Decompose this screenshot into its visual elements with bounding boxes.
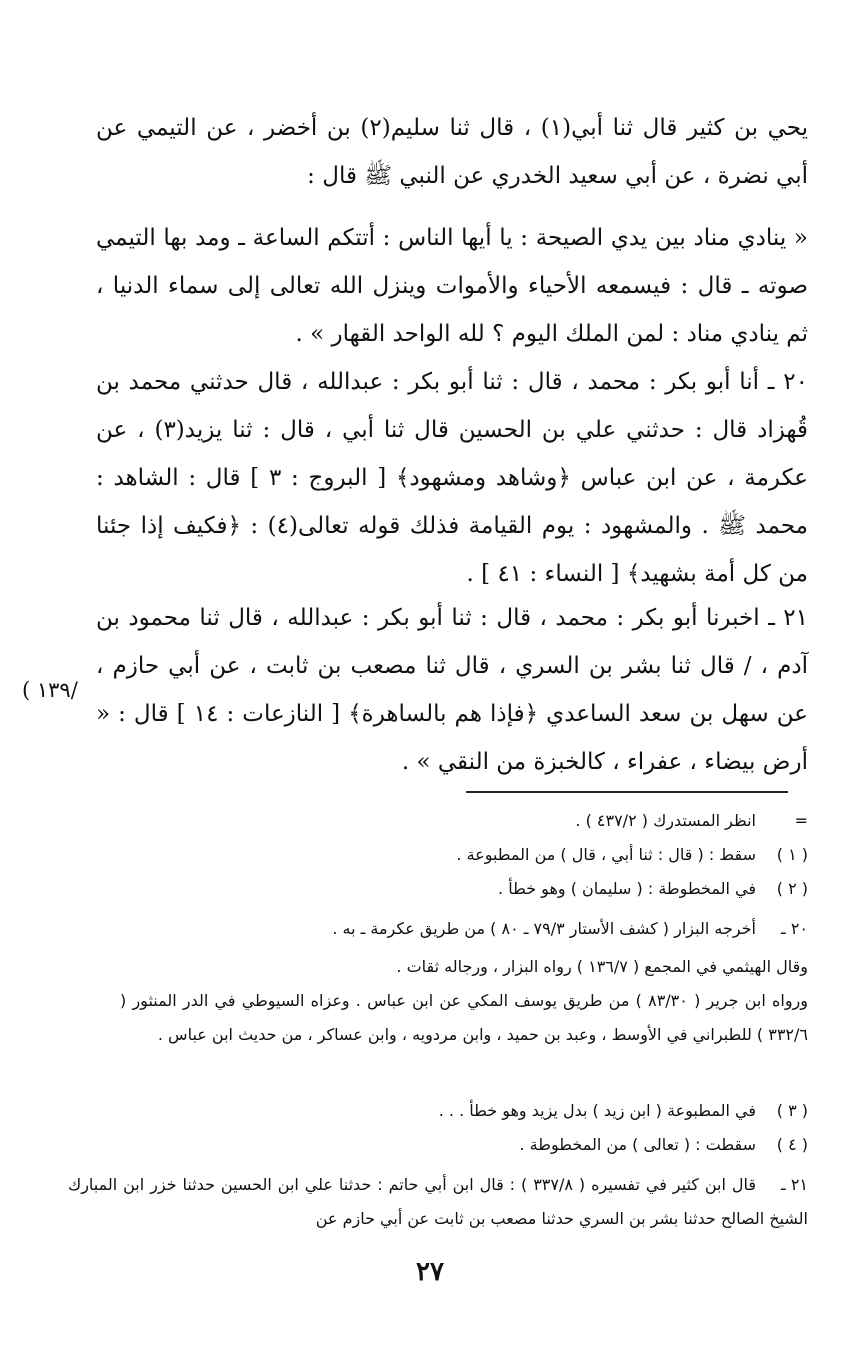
footnote-5 [120, 984, 808, 1052]
paragraph-2-quote: « ينادي مناد بين يدي الصيحة : يا أيها الناس : أتتكم الساعة ـ ومد بها التيمي صوته ـ قال : فيسمعه الأحياء والأموات وينزل الله تعالى إلى سماء الدنيا ، ثم ينادي مناد : لمن الملك اليوم ؟ لله الواحد القهار » . [96, 225, 808, 347]
footnote-8 [68, 1168, 808, 1236]
footnote-text: في المخطوطة : ( سليمان ) وهو خطأ . [498, 879, 756, 898]
footnote-0 [68, 804, 808, 838]
paragraph-4-hadith-21: ٢١ ـ اخبرنا أبو بكر : محمد ، قال : ثنا أبو بكر : عبدالله ، قال ثنا محمود بن آدم ، / قال ثنا بشر بن السري ، قال ثنا مصعب بن ثابت ، عن أبي حازم ، عن سهل بن سعد الساعدي ﴿فإذا هم بالساهرة﴾ [ النازعات : ١٤ ] قال : « أرض بيضاء ، عفراء ، كالخبزة من النقي » . [96, 605, 808, 775]
footnote-text: أخرجه البزار ( كشف الأستار ٧٩/٣ ـ ٨٠ ) من طريق عكرمة ـ به . [332, 919, 756, 938]
footnote-divider [466, 791, 788, 793]
footnote-mark: ( ٣ ) [776, 1101, 808, 1120]
footnote-mark: = [794, 811, 808, 830]
footnote-text: وقال الهيثمي في المجمع ( ١٣٦/٧ ) رواه البزار ، ورجاله ثقات . [396, 957, 808, 976]
footnote-text: قال ابن كثير في تفسيره ( ٣٣٧/٨ ) : قال ابن أبي حاتم : حدثنا علي ابن الحسين حدثنا خزر ابن المبارك الشيخ الصالح حدثنا بشر بن السري حدثنا مصعب بن ثابت عن أبي حازم عن [68, 1175, 808, 1228]
footnote-2 [68, 872, 808, 906]
footnote-1 [68, 838, 808, 872]
manuscript-folio-note: ( ١٣٩/ [22, 678, 78, 702]
paragraph-1: يحي بن كثير قال ثنا أبي(١) ، قال ثنا سليم(٢) بن أخضر ، عن التيمي عن أبي نضرة ، عن أبي سعيد الخدري عن النبي ﷺ قال : [96, 115, 809, 189]
paragraph-3-hadith-20: ٢٠ ـ أنا أبو بكر : محمد ، قال : ثنا أبو بكر : عبدالله ، قال حدثني محمد بن قُهزاد قال : حدثني علي بن الحسين قال ثنا أبي ، قال : ثنا يزيد(٣) ، عن عكرمة ، عن ابن عباس ﴿وشاهد ومشهود﴾ [ البروج : ٣ ] قال : الشاهد : محمد ﷺ . والمشهود : يوم القيامة فذلك قوله تعالى(٤) : ﴿فكيف إذا جئنا من كل أمة بشهيد﴾ [ النساء : ٤١ ] . [96, 369, 809, 587]
footnote-7 [68, 1128, 808, 1162]
footnote-mark: ٢٠ ـ [781, 919, 808, 938]
footnote-3 [68, 912, 808, 946]
page-number: ٢٧ [416, 1257, 444, 1287]
footnote-text: سقطت : ( تعالى ) من المخطوطة . [519, 1135, 756, 1154]
footnote-mark: ( ٤ ) [776, 1135, 808, 1154]
footnote-6 [68, 1094, 808, 1128]
footnote-4 [120, 950, 808, 984]
footnote-text: انظر المستدرك ( ٤٣٧/٢ ) . [575, 811, 756, 830]
footnote-mark: ٢١ ـ [781, 1175, 808, 1194]
footnote-text: ورواه ابن جرير ( ٨٣/٣٠ ) من طريق يوسف المكي عن ابن عباس . وعزاه السيوطي في الدر المنثور ( ٣٣٢/٦ ) للطبراني في الأوسط ، وعبد بن حميد ، وابن مردويه ، وابن عساكر ، من حديث ابن عباس . [120, 991, 809, 1044]
footnote-mark: ( ١ ) [776, 845, 808, 864]
footnote-text: في المطبوعة ( ابن زيد ) بدل يزيد وهو خطأ . . . [438, 1101, 756, 1120]
footnote-text: سقط : ( قال : ثنا أبي ، قال ) من المطبوعة . [456, 845, 756, 864]
footnote-mark: ( ٢ ) [776, 879, 808, 898]
